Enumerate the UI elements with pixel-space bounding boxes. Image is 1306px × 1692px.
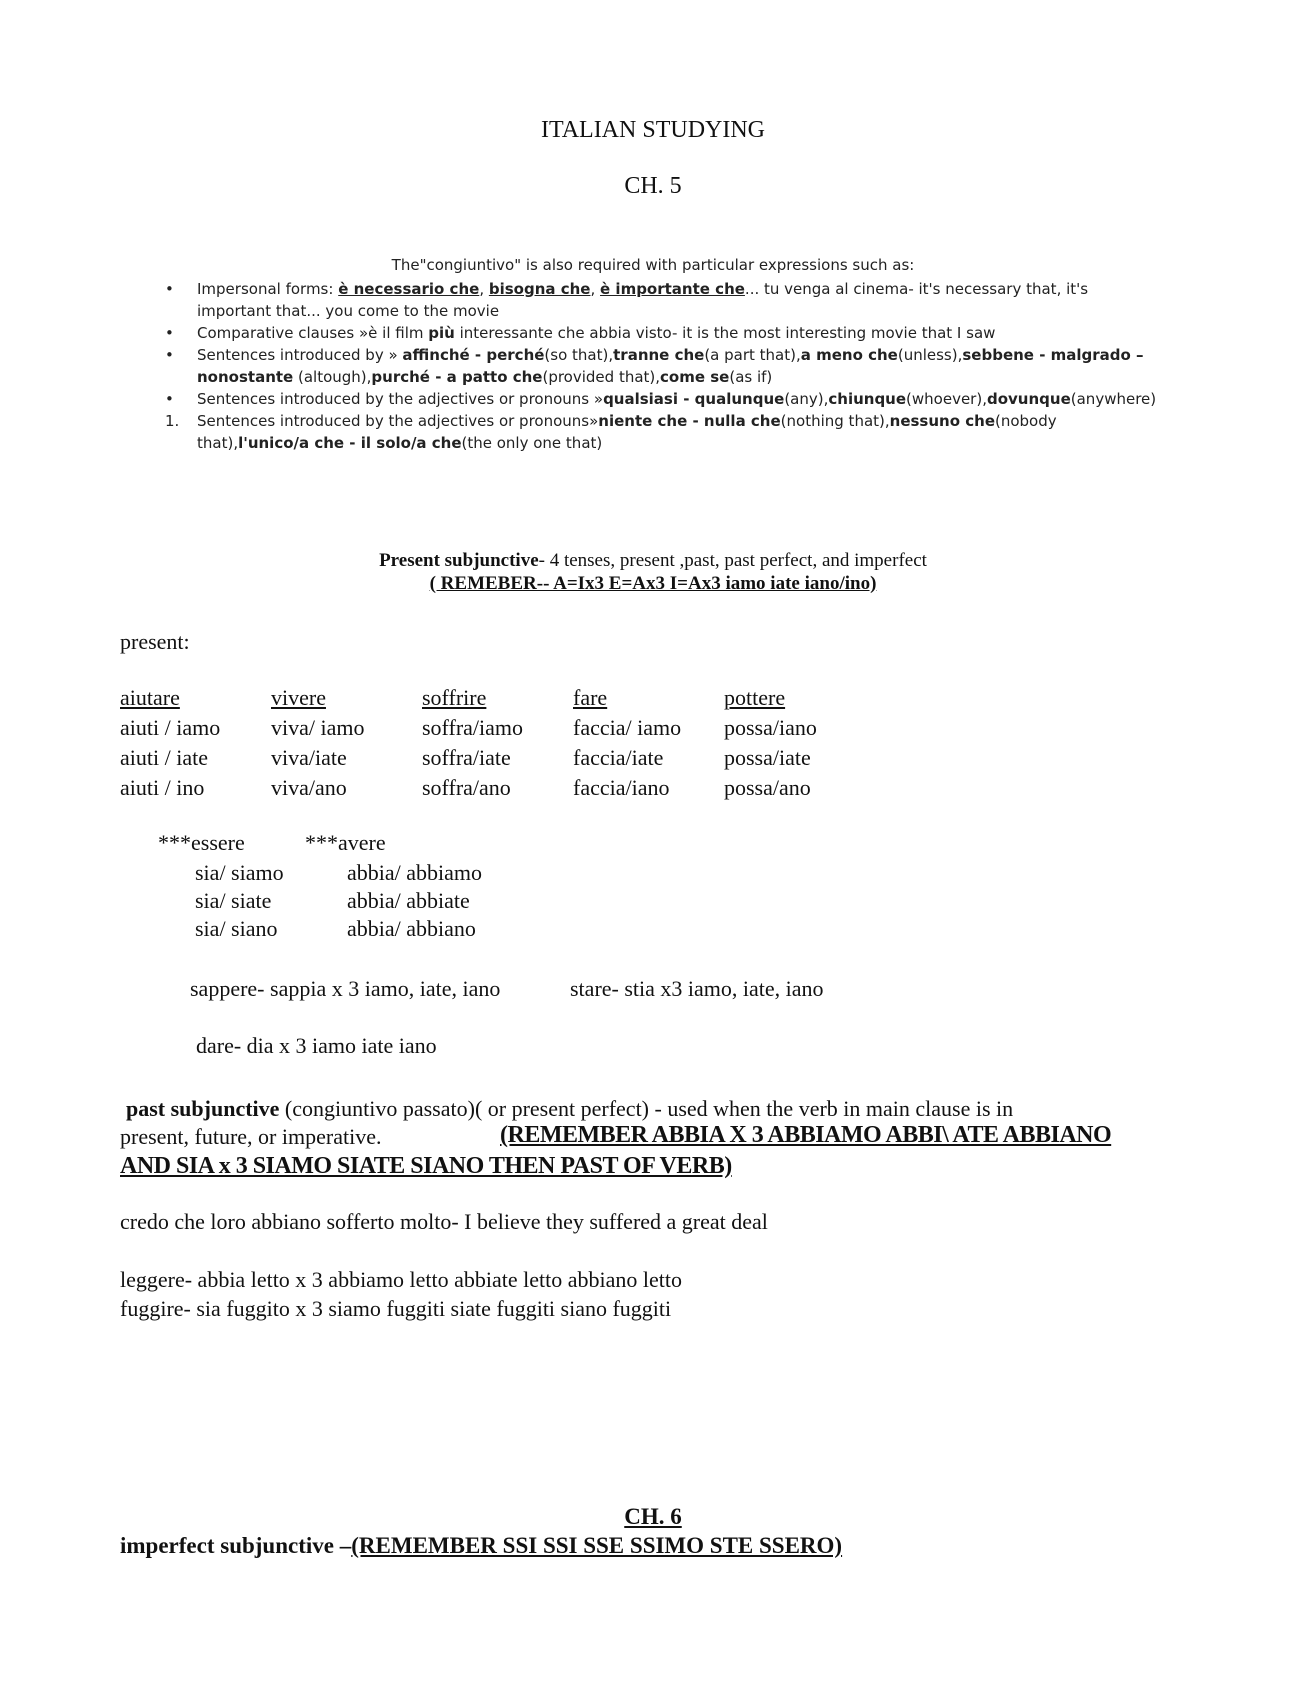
avere-form: abbia/ abbiano bbox=[347, 916, 476, 941]
table-header-cell: soffrire bbox=[422, 685, 487, 710]
present-subjunctive-heading: Present subjunctive- 4 tenses, present ,past, past perfect, and imperfect bbox=[379, 550, 927, 571]
table-cell: soffra/iate bbox=[422, 745, 511, 770]
table-cell: aiuti / iate bbox=[120, 745, 208, 770]
bullet-indefinite-adjectives: • Sentences introduced by the adjectives or pronouns »qualsiasi - qualunque(any),chiunque(whoever),dovunque(anywhere) bbox=[165, 390, 1157, 408]
present-label: present: bbox=[120, 629, 190, 654]
leggere-line: leggere- abbia letto x 3 abbiamo letto abbiate letto abbiano letto bbox=[120, 1267, 683, 1292]
table-row bbox=[120, 715, 875, 745]
avere-heading: ***avere bbox=[305, 830, 386, 855]
table-header-cell: pottere bbox=[724, 685, 786, 710]
table-cell: faccia/iate bbox=[573, 745, 664, 770]
numbered-item-negative-pronouns: 1. Sentences introduced by the adjectives or pronouns»niente che - nulla che(nothing that),nessuno che(nobody that),l'unico/a che - il solo/a che(the only one that) bbox=[165, 412, 1057, 452]
bullet-icon: • bbox=[165, 280, 174, 298]
imperfect-subjunctive-heading: imperfect subjunctive –(REMEMBER SSI SSI SSE SSIMO STE SSERO) bbox=[120, 1533, 843, 1558]
stare-line: stare- stia x3 iamo, iate, iano bbox=[570, 976, 824, 1001]
table-cell: aiuti / iamo bbox=[120, 715, 221, 740]
past-subjunctive-remember-2: AND SIA x 3 SIAMO SIATE SIANO THEN PAST OF VERB) bbox=[120, 1153, 732, 1179]
table-cell: soffra/ano bbox=[422, 775, 511, 800]
table-cell: aiuti / ino bbox=[120, 775, 205, 800]
table-cell: possa/iano bbox=[724, 715, 817, 740]
table-cell: viva/ano bbox=[271, 775, 347, 800]
bullet-conjunctions: • Sentences introduced by » affinché - perché(so that),tranne che(a part that),a meno che(unless),sebbene - malgrado – nonostante (altough),purché - a patto che(provided that),come se(as if) bbox=[165, 346, 1144, 386]
sapere-line: sappere- sappia x 3 iamo, iate, iano bbox=[190, 976, 501, 1001]
avere-form: abbia/ abbiamo bbox=[347, 860, 483, 885]
table-cell: possa/iate bbox=[724, 745, 811, 770]
bullet-impersonal-forms: • Impersonal forms: è necessario che, bisogna che, è importante che... tu venga al cinema- it's necessary that, it's important that... you come to the movie bbox=[165, 280, 1089, 320]
table-row bbox=[120, 775, 875, 805]
fuggire-line: fuggire- sia fuggito x 3 siamo fuggiti siate fuggiti siano fuggiti bbox=[120, 1296, 672, 1321]
essere-form: sia/ siate bbox=[195, 888, 272, 913]
table-header-cell: fare bbox=[573, 685, 608, 710]
essere-form: sia/ siano bbox=[195, 916, 278, 941]
table-cell: faccia/ iamo bbox=[573, 715, 682, 740]
example-sentence: credo che loro abbiano sofferto molto- I believe they suffered a great deal bbox=[120, 1209, 768, 1234]
bullet-icon: • bbox=[165, 390, 174, 408]
table-header-cell: vivere bbox=[271, 685, 326, 710]
chapter-5-heading: CH. 5 bbox=[624, 173, 682, 199]
table-header-cell: aiutare bbox=[120, 685, 180, 710]
document-title: ITALIAN STUDYING bbox=[540, 117, 766, 143]
past-subjunctive-heading: past subjunctive (congiuntivo passato)( or present perfect) - used when the verb in main clause is in bbox=[126, 1096, 1014, 1121]
dare-line: dare- dia x 3 iamo iate iano bbox=[196, 1033, 437, 1058]
essere-heading: ***essere bbox=[158, 830, 245, 855]
table-cell: possa/ano bbox=[724, 775, 811, 800]
intro-text: The"congiuntivo" is also required with particular expressions such as: bbox=[391, 256, 915, 274]
table-cell: soffra/iamo bbox=[422, 715, 524, 740]
list-number: 1. bbox=[165, 412, 180, 430]
table-cell: viva/iate bbox=[271, 745, 347, 770]
present-subjunctive-remember: ( REMEBER-- A=Ix3 E=Ax3 I=Ax3 iamo iate iano/ino) bbox=[429, 573, 877, 594]
essere-form: sia/ siamo bbox=[195, 860, 284, 885]
table-row bbox=[120, 745, 875, 775]
bullet-list bbox=[160, 278, 1160, 454]
bullet-icon: • bbox=[165, 324, 174, 342]
bullet-comparative-clauses: • Comparative clauses »è il film più interessante che abbia visto- it is the most interesting movie that I saw bbox=[165, 324, 996, 342]
table-header-row bbox=[120, 685, 875, 715]
bullet-icon: • bbox=[165, 346, 174, 364]
avere-form: abbia/ abbiate bbox=[347, 888, 470, 913]
past-subjunctive-desc: present, future, or imperative. bbox=[120, 1124, 382, 1149]
table-cell: faccia/iano bbox=[573, 775, 670, 800]
verb-conjugation-table bbox=[120, 685, 875, 805]
table-cell: viva/ iamo bbox=[271, 715, 365, 740]
chapter-6-heading: CH. 6 bbox=[624, 1504, 682, 1529]
past-subjunctive-remember-1: (REMEMBER ABBIA X 3 ABBIAMO ABBI\ ATE ABBIANO bbox=[500, 1122, 1112, 1148]
